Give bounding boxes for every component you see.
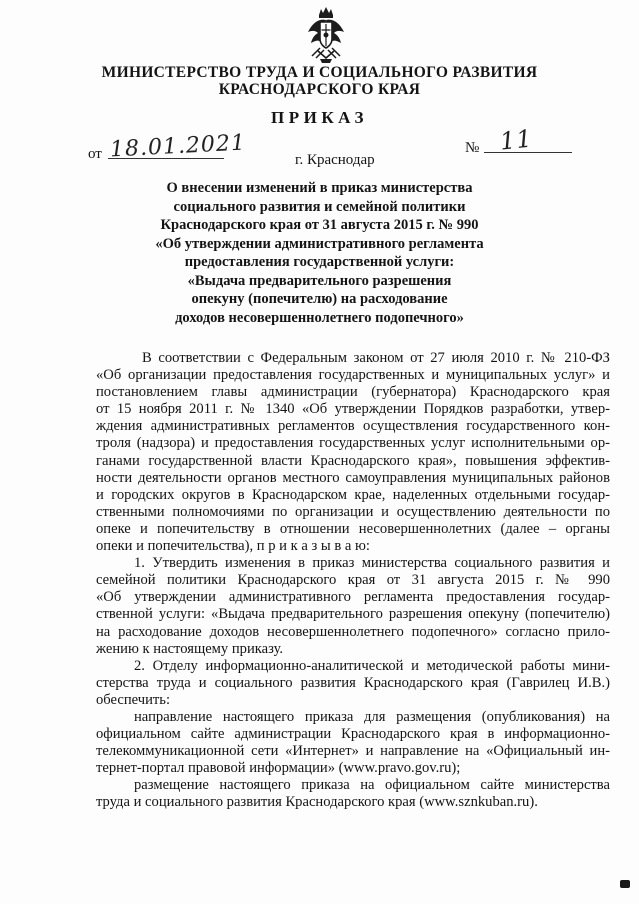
body-line: постановлением главы администрации (губернатора) Краснодарского края [96,384,610,401]
body-line: труда и социального развития Краснодарского края (www.sznkuban.ru). [96,794,538,811]
title-line: опекуну (попечителю) на расходование [191,291,448,307]
date-prefix: от [88,146,102,162]
body-line: на расходование доходов несовершеннолетнего подопечного» согласно прило- [96,623,610,640]
body-line: жению к настоящему приказу. [96,640,284,657]
body-line: телекоммуникационной сети «Интернет» и направление на «Официальный ин- [96,743,610,760]
handwritten-number: 11 [498,124,534,156]
body-line: ждения административных регламентов осуществления государственного кон- [96,418,610,435]
title-line: социального развития и семейной политики [173,198,466,215]
body-line: ганами государственной власти Краснодарского края», повышения эффектив- [96,452,610,469]
body-line: направление настоящего приказа для размещения (опубликования) на [134,708,610,725]
handwritten-date: 18.01.2021 [109,130,247,163]
body-line: стерства труда и социального развития Краснодарского края (Гаврилец И.В.) [96,674,610,691]
order-body [96,350,610,812]
title-line: «Выдача предварительного разрешения [187,272,452,289]
coat-of-arms-emblem [306,6,346,64]
body-line: и городских округов в Краснодарском крае, наделенных отдельными государ- [96,486,610,503]
ministry-name-line2: КРАСНОДАРСКОГО КРАЯ [218,81,421,98]
title-line: О внесении изменений в приказ министерства [166,180,473,196]
title-line: доходов несовершеннолетнего подопечного» [175,309,464,326]
document-type-heading: ПРИКАЗ [271,108,368,127]
ministry-name [0,64,639,98]
body-line: «Об утверждении административного регламента предоставления государ- [96,589,610,606]
scan-mark [620,880,630,888]
body-line: обеспечить: [96,691,171,708]
body-line: ственными полномочиями по организации и осуществлению деятельности по [96,503,610,520]
body-line: «Об организации предоставления государственных и муниципальных услуг» и [96,367,610,384]
title-line: предоставления государственной услуги: [184,254,455,270]
body-line: официальном сайте администрации Краснодарского края в информационно- [96,726,610,743]
title-line: «Об утверждении административного регламента [155,235,484,252]
ministry-name-line1: МИНИСТЕРСТВО ТРУДА И СОЦИАЛЬНОГО РАЗВИТИЯ [101,64,538,81]
body-line: тернет-портал правовой информации» (www.pravo.gov.ru); [96,760,461,777]
body-line: опеки и попечительства), п р и к а з ы в а ю: [96,538,370,555]
title-line: Краснодарского края от 31 августа 2015 г. № 990 [160,217,479,233]
body-line: 2. Отделу информационно-аналитической и методической работы мини- [134,657,610,674]
body-line: от 15 ноября 2011 г. № 1340 «Об утверждении Порядков разработки, утвер- [96,401,610,418]
city-name: г. Краснодар [295,152,375,168]
number-prefix: № [465,140,480,156]
body-line: размещение настоящего приказа на официальном сайте министерства [134,777,610,794]
body-line: троля (надзора) и предоставления государственных услуг исполнительными ор- [96,435,610,452]
body-line: ственной услуги: «Выдача предварительного разрешения опекуну (попечителю) [96,606,610,623]
order-title [0,179,639,327]
body-line: ности деятельности органов местного самоуправления муниципальных районов [96,469,610,486]
body-line: В соответствии с Федеральным законом от 27 июля 2010 г. № 210-ФЗ [142,350,610,366]
body-line: семейной политики Краснодарского края от 31 августа 2015 г. № 990 [96,572,610,589]
body-line: 1. Утвердить изменения в приказ министерства социального развития и [134,555,610,572]
body-line: опеке и попечительству в отношении несовершеннолетних (далее – органы [96,520,610,537]
